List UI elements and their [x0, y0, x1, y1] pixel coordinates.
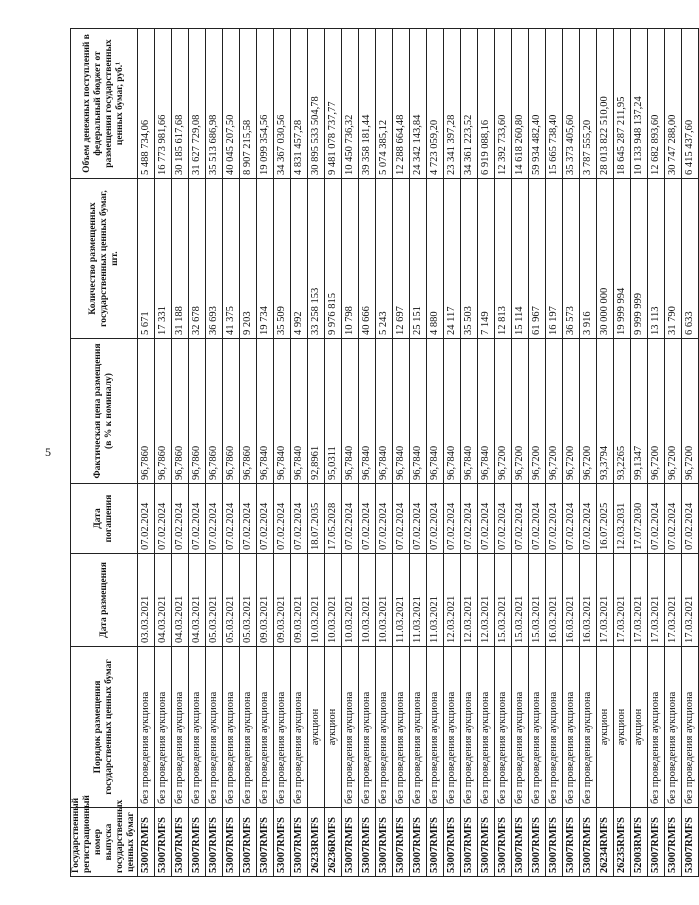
cell-reg-number: 53007RMFS — [427, 808, 444, 877]
cell-quantity: 15 114 — [512, 179, 529, 339]
cell-placement-date: 16.03.2021 — [546, 554, 563, 647]
cell-actual-price: 96,7840 — [427, 339, 444, 484]
table-row — [682, 29, 699, 877]
table-row — [257, 29, 274, 877]
col-header-actual-price: Фактическая цена размещения (в % к номиналу) — [71, 339, 138, 484]
table-row — [631, 29, 648, 877]
table-row — [665, 29, 682, 877]
cell-placement-date: 12.03.2021 — [478, 554, 495, 647]
cell-placement-method: без проведения аукциона — [138, 647, 155, 808]
cell-placement-date: 04.03.2021 — [189, 554, 206, 647]
cell-maturity-date: 07.02.2024 — [257, 484, 274, 554]
table-row — [478, 29, 495, 877]
cell-budget-proceeds: 18 645 287 211,95 — [614, 29, 631, 179]
cell-placement-method: без проведения аукциона — [376, 647, 393, 808]
table-row — [189, 29, 206, 877]
cell-placement-date: 04.03.2021 — [172, 554, 189, 647]
table-row — [155, 29, 172, 877]
cell-quantity: 9 976 815 — [325, 179, 342, 339]
cell-budget-proceeds: 35 373 405,60 — [563, 29, 580, 179]
cell-placement-method: без проведения аукциона — [461, 647, 478, 808]
cell-quantity: 10 798 — [342, 179, 359, 339]
cell-reg-number: 52003RMFS — [631, 808, 648, 877]
cell-actual-price: 96,7200 — [546, 339, 563, 484]
cell-maturity-date: 18.07.2035 — [308, 484, 325, 554]
cell-placement-date: 05.03.2021 — [240, 554, 257, 647]
table-row — [206, 29, 223, 877]
cell-quantity: 13 113 — [648, 179, 665, 339]
cell-placement-method: без проведения аукциона — [189, 647, 206, 808]
cell-budget-proceeds: 30 895 533 504,78 — [308, 29, 325, 179]
cell-maturity-date: 17.05.2028 — [325, 484, 342, 554]
cell-actual-price: 96,7840 — [342, 339, 359, 484]
table-row — [648, 29, 665, 877]
cell-quantity: 35 503 — [461, 179, 478, 339]
table-row — [359, 29, 376, 877]
cell-budget-proceeds: 28 013 822 510,00 — [597, 29, 614, 179]
cell-placement-date: 04.03.2021 — [155, 554, 172, 647]
cell-placement-method: без проведения аукциона — [155, 647, 172, 808]
page-number: 5 — [45, 445, 51, 459]
cell-placement-method: аукцион — [631, 647, 648, 808]
cell-placement-method: без проведения аукциона — [444, 647, 461, 808]
cell-budget-proceeds: 35 513 686,98 — [206, 29, 223, 179]
cell-actual-price: 96,7200 — [682, 339, 699, 484]
cell-budget-proceeds: 15 665 738,40 — [546, 29, 563, 179]
cell-maturity-date: 07.02.2024 — [138, 484, 155, 554]
cell-placement-date: 15.03.2021 — [495, 554, 512, 647]
cell-placement-date: 17.03.2021 — [665, 554, 682, 647]
cell-placement-method: без проведения аукциона — [512, 647, 529, 808]
cell-placement-method: без проведения аукциона — [206, 647, 223, 808]
cell-quantity: 12 697 — [393, 179, 410, 339]
col-header-placement-date: Дата размещения — [71, 554, 138, 647]
cell-placement-method: без проведения аукциона — [223, 647, 240, 808]
cell-reg-number: 53007RMFS — [291, 808, 308, 877]
cell-maturity-date: 07.02.2024 — [512, 484, 529, 554]
cell-placement-method: без проведения аукциона — [393, 647, 410, 808]
cell-placement-method: без проведения аукциона — [274, 647, 291, 808]
cell-placement-method: без проведения аукциона — [359, 647, 376, 808]
cell-budget-proceeds: 30 185 617,68 — [172, 29, 189, 179]
cell-budget-proceeds: 40 045 207,50 — [223, 29, 240, 179]
cell-placement-method: без проведения аукциона — [580, 647, 597, 808]
cell-placement-date: 10.03.2021 — [308, 554, 325, 647]
cell-budget-proceeds: 34 367 030,56 — [274, 29, 291, 179]
cell-placement-date: 11.03.2021 — [427, 554, 444, 647]
cell-placement-method: без проведения аукциона — [529, 647, 546, 808]
cell-placement-method: аукцион — [597, 647, 614, 808]
cell-quantity: 19 734 — [257, 179, 274, 339]
cell-budget-proceeds: 30 747 288,00 — [665, 29, 682, 179]
cell-budget-proceeds: 14 618 260,80 — [512, 29, 529, 179]
cell-maturity-date: 12.03.2031 — [614, 484, 631, 554]
cell-quantity: 36 693 — [206, 179, 223, 339]
cell-actual-price: 95,0311 — [325, 339, 342, 484]
cell-placement-date: 16.03.2021 — [563, 554, 580, 647]
cell-placement-date: 15.03.2021 — [529, 554, 546, 647]
cell-maturity-date: 07.02.2024 — [665, 484, 682, 554]
cell-quantity: 40 666 — [359, 179, 376, 339]
cell-maturity-date: 07.02.2024 — [410, 484, 427, 554]
cell-placement-date: 03.03.2021 — [138, 554, 155, 647]
cell-maturity-date: 07.02.2024 — [342, 484, 359, 554]
cell-actual-price: 96,7860 — [240, 339, 257, 484]
cell-maturity-date: 07.02.2024 — [461, 484, 478, 554]
cell-quantity: 30 000 000 — [597, 179, 614, 339]
cell-actual-price: 96,7840 — [444, 339, 461, 484]
cell-quantity: 31 188 — [172, 179, 189, 339]
cell-actual-price: 96,7200 — [563, 339, 580, 484]
col-header-placement-method: Порядок размещения государственных ценных бумаг — [71, 647, 138, 808]
cell-budget-proceeds: 5 074 385,12 — [376, 29, 393, 179]
cell-reg-number: 26234RMFS — [597, 808, 614, 877]
cell-placement-date: 09.03.2021 — [274, 554, 291, 647]
table-row — [495, 29, 512, 877]
cell-placement-method: без проведения аукциона — [495, 647, 512, 808]
cell-actual-price: 96,7860 — [189, 339, 206, 484]
cell-quantity: 32 678 — [189, 179, 206, 339]
cell-placement-date: 09.03.2021 — [291, 554, 308, 647]
cell-budget-proceeds: 12 288 664,48 — [393, 29, 410, 179]
cell-reg-number: 53007RMFS — [189, 808, 206, 877]
cell-actual-price: 96,7200 — [665, 339, 682, 484]
cell-reg-number: 26236RMFS — [325, 808, 342, 877]
cell-quantity: 36 573 — [563, 179, 580, 339]
placements-table — [70, 28, 699, 877]
cell-reg-number: 53007RMFS — [376, 808, 393, 877]
cell-quantity: 7 149 — [478, 179, 495, 339]
table-row — [597, 29, 614, 877]
cell-reg-number: 53007RMFS — [172, 808, 189, 877]
cell-actual-price: 96,7840 — [257, 339, 274, 484]
cell-quantity: 17 331 — [155, 179, 172, 339]
table-row — [393, 29, 410, 877]
cell-reg-number: 53007RMFS — [648, 808, 665, 877]
cell-placement-date: 05.03.2021 — [223, 554, 240, 647]
cell-quantity: 35 509 — [274, 179, 291, 339]
cell-maturity-date: 07.02.2024 — [580, 484, 597, 554]
cell-reg-number: 53007RMFS — [512, 808, 529, 877]
cell-actual-price: 96,7200 — [580, 339, 597, 484]
cell-budget-proceeds: 24 342 143,84 — [410, 29, 427, 179]
cell-placement-date: 17.03.2021 — [597, 554, 614, 647]
cell-maturity-date: 07.02.2024 — [376, 484, 393, 554]
cell-maturity-date: 07.02.2024 — [427, 484, 444, 554]
table-row — [614, 29, 631, 877]
table-row — [580, 29, 597, 877]
cell-placement-date: 16.03.2021 — [580, 554, 597, 647]
cell-budget-proceeds: 9 481 078 737,77 — [325, 29, 342, 179]
cell-maturity-date: 07.02.2024 — [444, 484, 461, 554]
table-row — [461, 29, 478, 877]
cell-maturity-date: 07.02.2024 — [682, 484, 699, 554]
cell-reg-number: 53007RMFS — [546, 808, 563, 877]
table-container — [70, 29, 695, 877]
table-row — [410, 29, 427, 877]
cell-placement-method: аукцион — [614, 647, 631, 808]
cell-maturity-date: 07.02.2024 — [223, 484, 240, 554]
cell-maturity-date: 07.02.2024 — [478, 484, 495, 554]
cell-budget-proceeds: 31 627 729,08 — [189, 29, 206, 179]
cell-quantity: 25 151 — [410, 179, 427, 339]
cell-reg-number: 53007RMFS — [155, 808, 172, 877]
cell-maturity-date: 07.02.2024 — [274, 484, 291, 554]
cell-maturity-date: 07.02.2024 — [172, 484, 189, 554]
cell-quantity: 12 813 — [495, 179, 512, 339]
table-row — [325, 29, 342, 877]
cell-placement-method: без проведения аукциона — [172, 647, 189, 808]
cell-placement-date: 12.03.2021 — [461, 554, 478, 647]
cell-budget-proceeds: 34 361 223,52 — [461, 29, 478, 179]
table-body — [138, 29, 699, 877]
table-row — [546, 29, 563, 877]
cell-maturity-date: 07.02.2024 — [546, 484, 563, 554]
cell-reg-number: 53007RMFS — [580, 808, 597, 877]
cell-placement-method: без проведения аукциона — [427, 647, 444, 808]
cell-reg-number: 53007RMFS — [240, 808, 257, 877]
cell-placement-date: 10.03.2021 — [359, 554, 376, 647]
cell-placement-method: без проведения аукциона — [240, 647, 257, 808]
cell-reg-number: 53007RMFS — [682, 808, 699, 877]
cell-quantity: 6 633 — [682, 179, 699, 339]
cell-placement-date: 05.03.2021 — [206, 554, 223, 647]
cell-actual-price: 96,7860 — [223, 339, 240, 484]
cell-budget-proceeds: 16 773 981,66 — [155, 29, 172, 179]
table-row — [427, 29, 444, 877]
cell-placement-date: 17.03.2021 — [631, 554, 648, 647]
cell-maturity-date: 07.02.2024 — [240, 484, 257, 554]
cell-placement-date: 11.03.2021 — [410, 554, 427, 647]
cell-budget-proceeds: 10 133 948 137,24 — [631, 29, 648, 179]
cell-placement-method: без проведения аукциона — [665, 647, 682, 808]
cell-actual-price: 96,7840 — [393, 339, 410, 484]
cell-placement-method: без проведения аукциона — [291, 647, 308, 808]
cell-placement-date: 09.03.2021 — [257, 554, 274, 647]
col-header-reg-number: Государственный регистрационный номер выпуска государственных ценных бумаг — [71, 808, 138, 877]
cell-quantity: 3 916 — [580, 179, 597, 339]
table-header-row — [71, 29, 138, 877]
cell-maturity-date: 16.07.2025 — [597, 484, 614, 554]
cell-actual-price: 96,7840 — [274, 339, 291, 484]
cell-quantity: 24 117 — [444, 179, 461, 339]
table-row — [563, 29, 580, 877]
cell-reg-number: 53007RMFS — [223, 808, 240, 877]
cell-quantity: 9 203 — [240, 179, 257, 339]
cell-reg-number: 53007RMFS — [495, 808, 512, 877]
cell-maturity-date: 07.02.2024 — [393, 484, 410, 554]
cell-reg-number: 53007RMFS — [529, 808, 546, 877]
table-row — [342, 29, 359, 877]
cell-budget-proceeds: 6 415 437,60 — [682, 29, 699, 179]
cell-budget-proceeds: 3 787 555,20 — [580, 29, 597, 179]
cell-placement-method: без проведения аукциона — [563, 647, 580, 808]
cell-actual-price: 96,7840 — [376, 339, 393, 484]
cell-reg-number: 53007RMFS — [359, 808, 376, 877]
cell-placement-method: без проведения аукциона — [478, 647, 495, 808]
cell-reg-number: 53007RMFS — [665, 808, 682, 877]
col-header-quantity: Количество размещенных государственных ценных бумаг, шт. — [71, 179, 138, 339]
cell-placement-date: 17.03.2021 — [648, 554, 665, 647]
cell-budget-proceeds: 59 934 482,40 — [529, 29, 546, 179]
cell-actual-price: 96,7840 — [461, 339, 478, 484]
cell-budget-proceeds: 5 488 734,06 — [138, 29, 155, 179]
cell-reg-number: 26233RMFS — [308, 808, 325, 877]
cell-maturity-date: 07.02.2024 — [563, 484, 580, 554]
cell-quantity: 31 790 — [665, 179, 682, 339]
cell-budget-proceeds: 10 450 736,32 — [342, 29, 359, 179]
cell-budget-proceeds: 12 392 733,60 — [495, 29, 512, 179]
cell-actual-price: 93,3794 — [597, 339, 614, 484]
table-row — [512, 29, 529, 877]
cell-placement-date: 15.03.2021 — [512, 554, 529, 647]
cell-quantity: 16 197 — [546, 179, 563, 339]
col-header-maturity-date: Дата погашения — [71, 484, 138, 554]
cell-reg-number: 53007RMFS — [444, 808, 461, 877]
cell-actual-price: 96,7860 — [155, 339, 172, 484]
cell-reg-number: 53007RMFS — [410, 808, 427, 877]
table-row — [376, 29, 393, 877]
cell-reg-number: 53007RMFS — [393, 808, 410, 877]
cell-actual-price: 96,7840 — [359, 339, 376, 484]
cell-placement-method: без проведения аукциона — [546, 647, 563, 808]
cell-placement-method: без проведения аукциона — [257, 647, 274, 808]
cell-placement-date: 17.03.2021 — [682, 554, 699, 647]
cell-reg-number: 53007RMFS — [563, 808, 580, 877]
cell-budget-proceeds: 4 723 059,20 — [427, 29, 444, 179]
cell-reg-number: 53007RMFS — [478, 808, 495, 877]
cell-actual-price: 96,7200 — [512, 339, 529, 484]
cell-maturity-date: 07.02.2024 — [155, 484, 172, 554]
cell-actual-price: 96,7200 — [648, 339, 665, 484]
cell-maturity-date: 07.02.2024 — [291, 484, 308, 554]
cell-maturity-date: 17.07.2030 — [631, 484, 648, 554]
cell-placement-method: без проведения аукциона — [342, 647, 359, 808]
cell-actual-price: 99,1347 — [631, 339, 648, 484]
cell-quantity: 61 967 — [529, 179, 546, 339]
cell-quantity: 4 880 — [427, 179, 444, 339]
cell-budget-proceeds: 12 682 893,60 — [648, 29, 665, 179]
cell-placement-date: 10.03.2021 — [325, 554, 342, 647]
cell-placement-method: без проведения аукциона — [648, 647, 665, 808]
table-row — [223, 29, 240, 877]
cell-budget-proceeds: 23 341 397,28 — [444, 29, 461, 179]
cell-actual-price: 96,7860 — [138, 339, 155, 484]
cell-quantity: 4 992 — [291, 179, 308, 339]
cell-reg-number: 53007RMFS — [274, 808, 291, 877]
cell-maturity-date: 07.02.2024 — [189, 484, 206, 554]
table-row — [291, 29, 308, 877]
cell-actual-price: 96,7200 — [529, 339, 546, 484]
cell-budget-proceeds: 39 358 181,44 — [359, 29, 376, 179]
table-row — [240, 29, 257, 877]
cell-quantity: 33 258 153 — [308, 179, 325, 339]
cell-reg-number: 53007RMFS — [257, 808, 274, 877]
cell-actual-price: 92,8961 — [308, 339, 325, 484]
cell-actual-price: 96,7860 — [206, 339, 223, 484]
table-row — [529, 29, 546, 877]
cell-actual-price: 96,7860 — [172, 339, 189, 484]
cell-maturity-date: 07.02.2024 — [529, 484, 546, 554]
table-row — [138, 29, 155, 877]
table-row — [172, 29, 189, 877]
cell-reg-number: 26235RMFS — [614, 808, 631, 877]
cell-quantity: 19 999 994 — [614, 179, 631, 339]
cell-reg-number: 53007RMFS — [342, 808, 359, 877]
cell-maturity-date: 07.02.2024 — [359, 484, 376, 554]
cell-placement-method: без проведения аукциона — [682, 647, 699, 808]
cell-actual-price: 96,7200 — [495, 339, 512, 484]
cell-actual-price: 96,7840 — [410, 339, 427, 484]
cell-maturity-date: 07.02.2024 — [648, 484, 665, 554]
cell-placement-date: 17.03.2021 — [614, 554, 631, 647]
cell-actual-price: 96,7840 — [291, 339, 308, 484]
cell-budget-proceeds: 19 099 354,56 — [257, 29, 274, 179]
cell-placement-method: аукцион — [308, 647, 325, 808]
cell-budget-proceeds: 8 907 215,58 — [240, 29, 257, 179]
cell-reg-number: 53007RMFS — [138, 808, 155, 877]
cell-quantity: 5 243 — [376, 179, 393, 339]
cell-actual-price: 96,7840 — [478, 339, 495, 484]
cell-placement-method: без проведения аукциона — [410, 647, 427, 808]
cell-maturity-date: 07.02.2024 — [206, 484, 223, 554]
cell-budget-proceeds: 4 831 457,28 — [291, 29, 308, 179]
cell-quantity: 5 671 — [138, 179, 155, 339]
table-row — [308, 29, 325, 877]
cell-quantity: 9 999 999 — [631, 179, 648, 339]
cell-placement-date: 12.03.2021 — [444, 554, 461, 647]
cell-placement-method: аукцион — [325, 647, 342, 808]
table-row — [444, 29, 461, 877]
cell-quantity: 41 375 — [223, 179, 240, 339]
cell-placement-date: 10.03.2021 — [376, 554, 393, 647]
cell-reg-number: 53007RMFS — [461, 808, 478, 877]
cell-maturity-date: 07.02.2024 — [495, 484, 512, 554]
cell-placement-date: 10.03.2021 — [342, 554, 359, 647]
table-row — [274, 29, 291, 877]
cell-actual-price: 93,2265 — [614, 339, 631, 484]
cell-placement-date: 11.03.2021 — [393, 554, 410, 647]
cell-budget-proceeds: 6 919 088,16 — [478, 29, 495, 179]
col-header-budget-proceeds: Объем денежных поступлений в федеральный бюджет от размещения государственных ценных бумаг, руб.¹ — [71, 29, 138, 179]
cell-reg-number: 53007RMFS — [206, 808, 223, 877]
